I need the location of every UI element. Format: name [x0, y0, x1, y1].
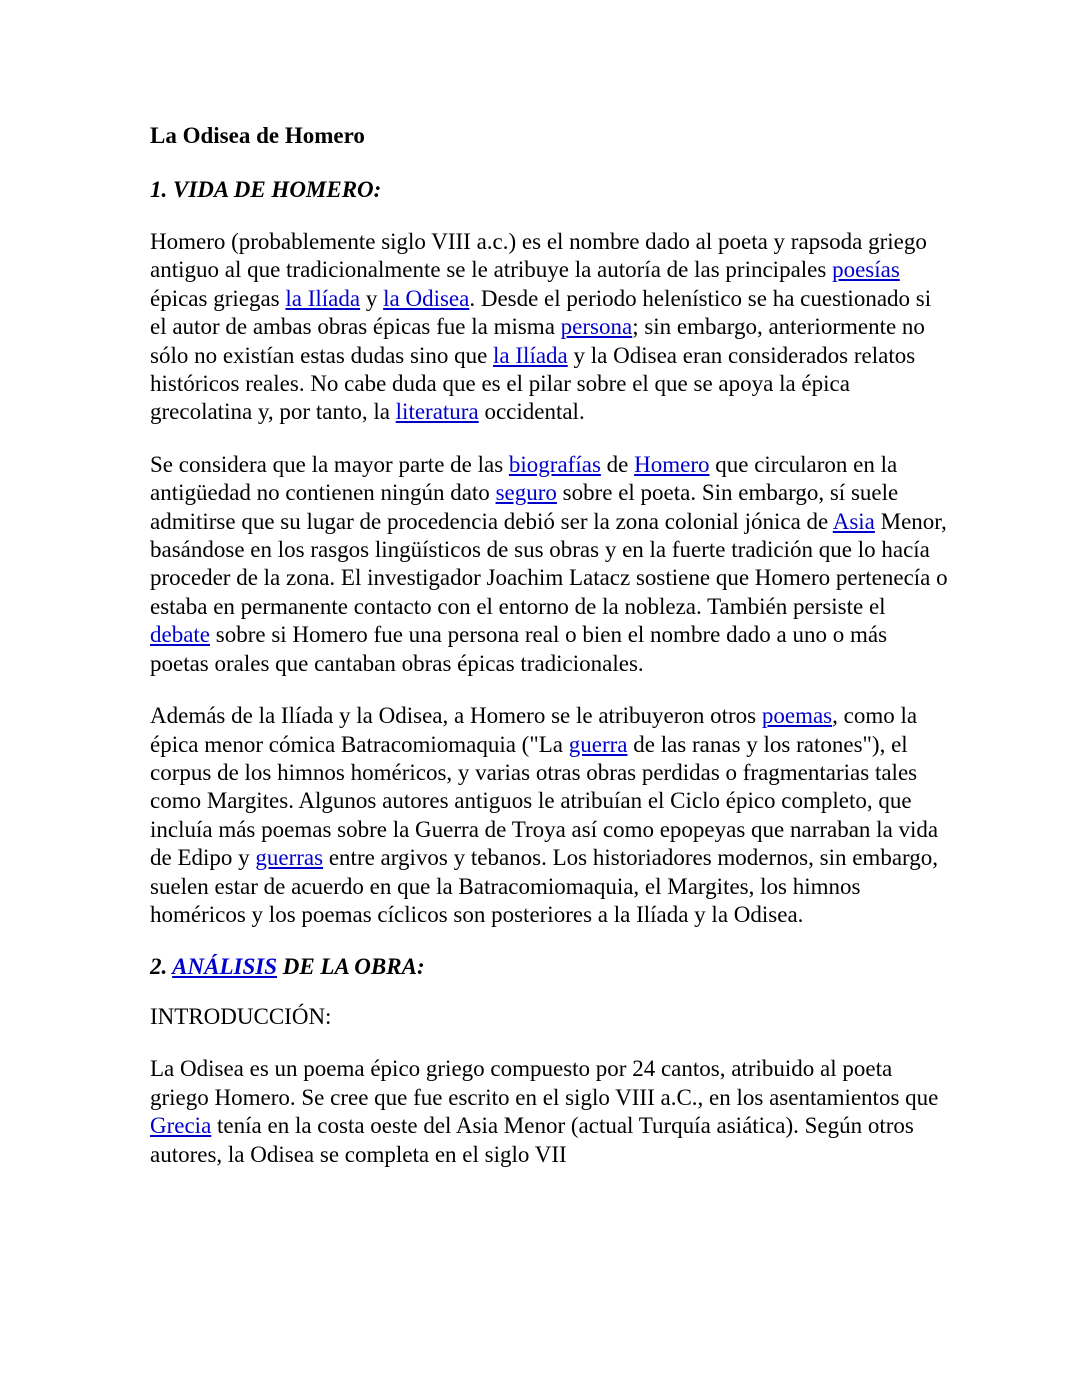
- paragraph-biografias: [150, 451, 950, 678]
- section-heading-text: DE LA OBRA:: [276, 954, 425, 980]
- paragraph-text: entre argivos y tebanos. Los historiadores modernos, sin embargo, suelen estar de acuerdo en que la Batracomiomaquia, el Margites, los himnos homéricos y los poemas cíclicos son posteriores a la Ilíada y la Odisea.: [150, 845, 939, 927]
- link-biografias[interactable]: biografías: [508, 451, 601, 477]
- link-guerras[interactable]: guerras: [255, 845, 324, 871]
- paragraph-odisea-intro: [150, 1055, 950, 1169]
- paragraph-homero-intro: [150, 228, 950, 427]
- paragraph-text: Se considera que la mayor parte de las: [150, 451, 509, 477]
- paragraph-text: que circularon en la antigüedad no contienen ningún dato: [150, 451, 898, 506]
- link-homero[interactable]: Homero: [634, 451, 710, 477]
- paragraph-text: tenía en la costa oeste del Asia Menor (actual Turquía asiática). Según otros autores, la Odisea se completa en el siglo VII: [150, 1113, 914, 1167]
- document-title: La Odisea de Homero: [150, 123, 365, 148]
- link-debate[interactable]: debate: [150, 622, 211, 648]
- link-poemas[interactable]: poemas: [761, 703, 833, 729]
- paragraph-text: Además de la Ilíada y la Odisea, a Homero se le atribuyeron otros: [150, 703, 762, 729]
- paragraph-text: . Desde el periodo helenístico se ha cuestionado si el autor de ambas obras épicas fue la misma: [150, 285, 932, 340]
- paragraph-text: de las ranas y los ratones"), el corpus de los himnos homéricos, y varias otras obras perdidas o fragmentarias tales como Margites. Algunos autores antiguos le atribuían el Ciclo épico completo, que incluía más poemas sobre la Guerra de Troya así como epopeyas que narraban la vida de Edipo y: [150, 731, 939, 871]
- link-grecia[interactable]: Grecia: [150, 1113, 212, 1139]
- paragraph-text: Homero (probablemente siglo VIII a.c.) es el nombre dado al poeta y rapsoda griego antiguo al que tradicionalmente se le atribuye la autoría de las principales: [150, 229, 927, 283]
- subheading-introduccion: INTRODUCCIÓN:: [150, 1004, 332, 1030]
- document-page: [150, 122, 950, 1193]
- paragraph-otras-obras: [150, 702, 950, 929]
- link-persona[interactable]: persona: [560, 314, 633, 340]
- section-heading-analisis: [150, 953, 950, 981]
- link-la-iliada[interactable]: la Ilíada: [285, 285, 361, 311]
- paragraph-text: ; sin embargo, anteriormente no sólo no existían estas dudas sino que: [150, 314, 925, 368]
- link-asia[interactable]: Asia: [832, 508, 875, 534]
- paragraph-text: y la Odisea eran considerados relatos históricos reales. No cabe duda que es el pilar sobre el que se apoya la épica grecolatina y, por tanto, la: [150, 342, 916, 425]
- paragraph-text: La Odisea es un poema épico griego compuesto por 24 cantos, atribuido al poeta griego Homero. Se cree que fue escrito en el siglo VIII a.C., en los asentamientos que: [150, 1056, 939, 1110]
- link-la-iliada-2[interactable]: la Ilíada: [493, 342, 568, 368]
- link-analisis[interactable]: ANÁLISIS: [172, 954, 277, 980]
- paragraph-text: Menor, basándose en los rasgos lingüísticos de sus obras y en la fuerte tradición que lo hacía proceder de la zona. El investigador Joachim Latacz sostiene que Homero pertenecía o estaba en permanente contacto con el entorno de la nobleza. También persiste el: [150, 508, 948, 619]
- paragraph-text: épicas griegas: [150, 285, 286, 311]
- link-poesias[interactable]: poesías: [832, 257, 900, 283]
- link-la-odisea[interactable]: la Odisea: [383, 285, 470, 311]
- paragraph-text: sobre si Homero fue una persona real o bien el nombre dado a uno o más poetas orales que cantaban obras épicas tradicionales.: [150, 622, 888, 676]
- link-guerra[interactable]: guerra: [568, 731, 628, 757]
- link-literatura[interactable]: literatura: [395, 399, 479, 425]
- paragraph-text: , como la épica menor cómica Batracomiomaquia ("La: [150, 703, 918, 757]
- section-heading-vida-de-homero: 1. VIDA DE HOMERO:: [150, 177, 382, 202]
- paragraph-text: y: [360, 285, 384, 311]
- paragraph-text: de: [600, 451, 635, 477]
- link-seguro[interactable]: seguro: [495, 480, 557, 506]
- paragraph-text: sobre el poeta. Sin embargo, sí suele admitirse que su lugar de procedencia debió ser la zona colonial jónica de: [150, 480, 899, 534]
- paragraph-text: occidental.: [478, 399, 585, 425]
- section-number: 2.: [150, 954, 173, 980]
